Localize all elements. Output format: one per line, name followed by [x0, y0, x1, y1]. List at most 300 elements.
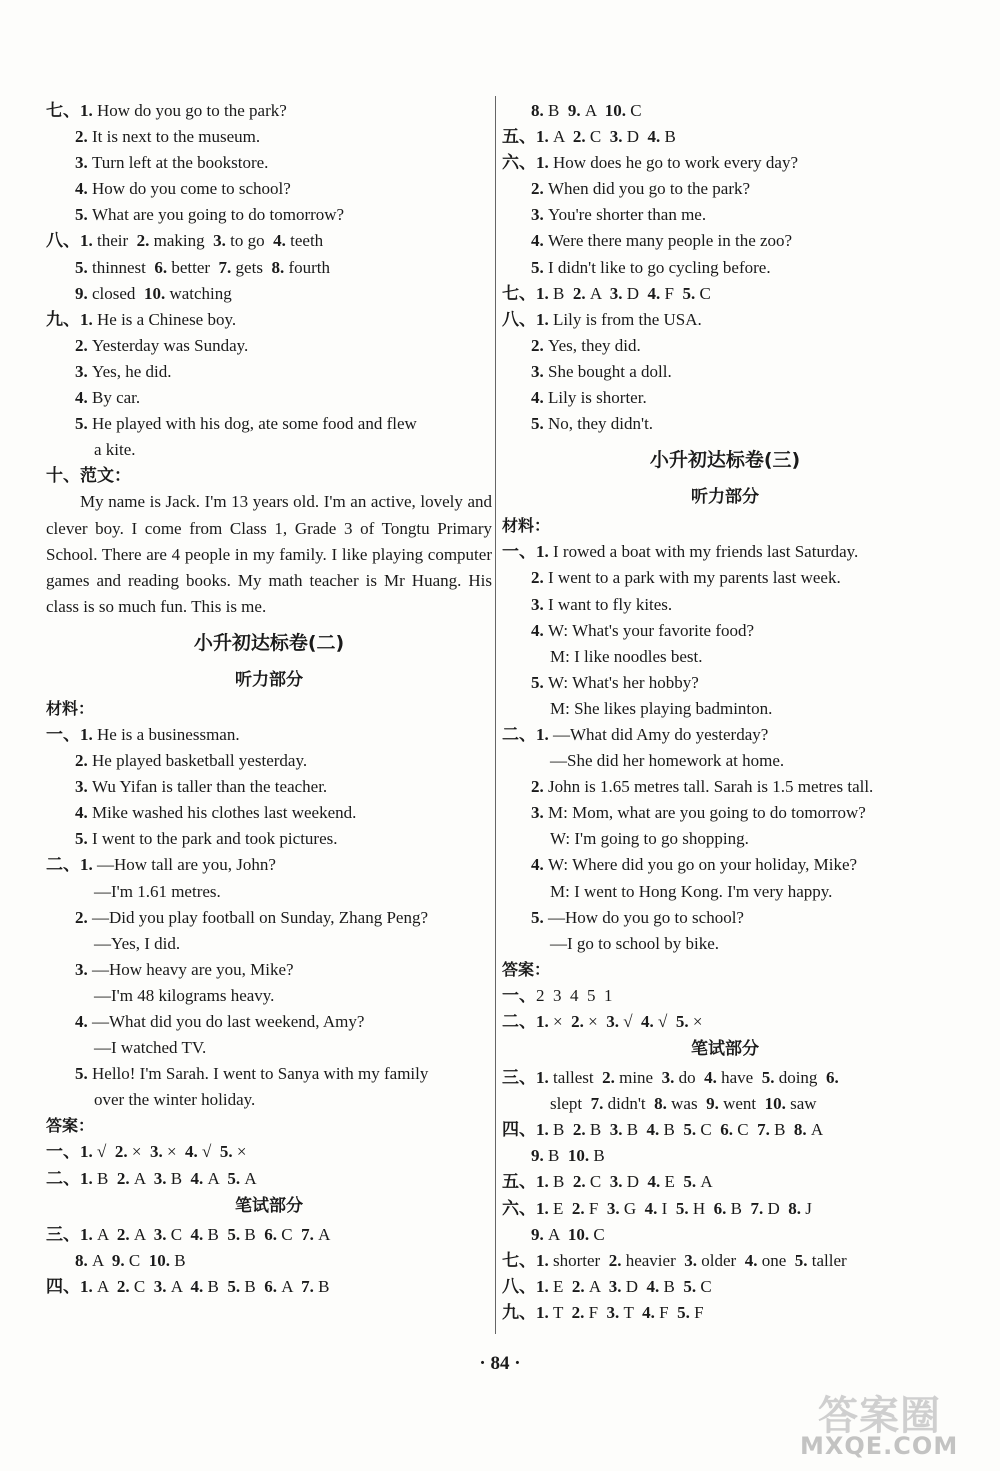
item-text: × [588, 1012, 607, 1031]
item-text: C [170, 1224, 191, 1244]
item-text: 2 3 4 5 1 [536, 985, 613, 1005]
item-text: B [97, 1168, 117, 1188]
item-text: C [737, 1120, 758, 1140]
item-number: 八、1. [502, 1276, 553, 1296]
item-text: √ [623, 1012, 642, 1031]
item-number: 5. [219, 1142, 237, 1162]
item-text: F [588, 1302, 607, 1322]
item-number: 3. [75, 959, 92, 979]
item-number: 二、1. [46, 855, 97, 875]
watermark-logo-text: 答案圈 [818, 1393, 941, 1439]
item-text: J [805, 1198, 812, 1218]
exam2-material-label: 材料： [46, 698, 95, 718]
answer-line [502, 696, 948, 722]
item-number: 一、1. [46, 724, 97, 744]
item-number: 五、1. [502, 127, 553, 147]
item-text: D [626, 283, 648, 303]
item-text: saw [790, 1094, 817, 1114]
item-text: No, they didn't. [548, 414, 654, 434]
answer-line [502, 150, 948, 176]
item-number: 8. [271, 257, 289, 277]
item-number: 8. [531, 101, 548, 120]
item-text: × [131, 1142, 150, 1162]
item-number: 3. [153, 1168, 171, 1188]
item-number: 3. [153, 1224, 171, 1244]
item-text: C [700, 1120, 721, 1140]
answer-line [502, 333, 948, 359]
item-number: 2. [75, 751, 92, 771]
answer-line [46, 826, 492, 852]
watermark-url: MXQE.COM [800, 1432, 959, 1460]
item-text: A [700, 1172, 713, 1192]
item-text: By car. [92, 388, 141, 408]
item-number: 3. [149, 1142, 167, 1162]
item-number: 2. [571, 1198, 589, 1218]
item-text: A [584, 101, 605, 120]
item-number: 5. [683, 1172, 701, 1192]
item-number: 2. [75, 335, 92, 355]
item-number: 5. [682, 283, 700, 303]
item-number: 2. [571, 1276, 589, 1296]
exam2-listening-material [46, 722, 492, 1113]
item-text: √ [658, 1012, 676, 1031]
item-text: better [171, 257, 219, 277]
exam2-listening-title: 听力部分 [235, 669, 303, 690]
item-text: doing [778, 1068, 826, 1088]
item-number: 三、1. [502, 1068, 553, 1088]
item-number: 4. [704, 1068, 722, 1088]
answer-line [46, 1009, 492, 1035]
item-number: 7. [750, 1198, 768, 1218]
answer-line [46, 463, 492, 489]
item-text: —I go to school by bike. [550, 933, 720, 953]
item-number: 6. [154, 257, 172, 277]
answer-line [46, 774, 492, 800]
item-text: W: What's her hobby? [548, 672, 699, 692]
item-text: to go [230, 231, 274, 251]
answer-line [46, 1222, 492, 1248]
item-number: 七、1. [502, 283, 553, 303]
item-text: Lily is from the USA. [553, 309, 702, 329]
answer-line [46, 411, 492, 437]
item-number: 5. [531, 257, 548, 277]
item-text: A [810, 1120, 824, 1140]
item-number: 9. [111, 1250, 129, 1270]
item-number: 二、1. [46, 1168, 97, 1188]
item-text: —How do you go to school? [548, 907, 744, 927]
answer-line [502, 879, 948, 905]
item-number: 2. [114, 1142, 132, 1162]
item-number: 一、1. [502, 542, 553, 562]
item-number: 6. [720, 1120, 738, 1140]
exam2-title: 小升初达标卷(二) [193, 631, 345, 654]
item-number: 4. [273, 231, 291, 251]
answer-line [502, 1248, 948, 1274]
item-number: 2. [531, 179, 548, 199]
item-number: 4. [644, 1198, 662, 1218]
item-text: B [663, 1120, 684, 1140]
answer-line [46, 905, 492, 931]
item-number: 5. [683, 1276, 701, 1296]
item-text: C [133, 1276, 154, 1296]
item-text: W: What's your favorite food? [548, 620, 755, 640]
answer-line [46, 281, 492, 307]
answer-line [502, 1009, 948, 1035]
item-number: 3. [213, 231, 231, 251]
item-text: Were there many people in the zoo? [548, 231, 793, 251]
item-text: D [626, 1172, 648, 1192]
item-text: E [553, 1276, 572, 1296]
item-text: B [548, 1146, 568, 1166]
item-number: 5. [761, 1068, 779, 1088]
item-text: making [153, 231, 214, 251]
exam3-answer-label: 答案： [502, 959, 551, 979]
item-number: 2. [608, 1250, 626, 1270]
answer-line [46, 437, 492, 463]
item-number: 3. [75, 777, 92, 797]
item-number: 4. [75, 179, 92, 199]
item-number: 4. [744, 1250, 762, 1270]
item-text: F [694, 1302, 704, 1322]
item-number: 6. [825, 1068, 839, 1088]
item-text: I [661, 1198, 676, 1218]
item-text: B [626, 1120, 647, 1140]
item-number: 2. [116, 1224, 134, 1244]
item-number: 5. [683, 1120, 701, 1140]
item-number: 5. [75, 205, 92, 225]
item-number: 4. [531, 388, 548, 408]
item-number: 8. [75, 1250, 92, 1270]
item-number: 5. [531, 414, 548, 434]
answer-line [502, 1065, 948, 1091]
item-text: closed [92, 283, 144, 303]
item-text: C [128, 1250, 149, 1270]
answer-line [502, 1274, 948, 1300]
item-number: 8. [788, 1198, 806, 1218]
item-number: 4. [647, 283, 665, 303]
exam3-listening-answers [502, 983, 948, 1035]
item-number: 4. [531, 231, 548, 251]
answer-line [46, 202, 492, 228]
item-number: 4. [641, 1012, 659, 1031]
item-text: I didn't like to go cycling before. [548, 257, 771, 277]
site-watermark [800, 1393, 992, 1464]
item-number: 2. [572, 1172, 590, 1192]
answer-line [502, 592, 948, 618]
answer-line [46, 255, 492, 281]
item-text: G [623, 1198, 645, 1218]
answer-line [46, 800, 492, 826]
item-text: M: I like noodles best. [550, 646, 703, 666]
item-number: 2. [116, 1168, 134, 1188]
item-text: C [593, 1224, 605, 1244]
item-text: watching [169, 283, 232, 303]
item-text: A [133, 1224, 154, 1244]
item-text: Hello! I'm Sarah. I went to Sanya with my family [92, 1064, 429, 1084]
item-text: gets [235, 257, 272, 277]
item-number: 10. [143, 283, 170, 303]
item-text: B [553, 1172, 573, 1192]
item-number: 5. [531, 672, 548, 692]
item-text: C [699, 283, 711, 303]
item-text: do [678, 1068, 705, 1088]
item-text: A [170, 1276, 191, 1296]
item-number: 5. [75, 1064, 92, 1084]
item-text: B [589, 1120, 610, 1140]
item-text: A [548, 1224, 568, 1244]
item-number: 4. [190, 1224, 208, 1244]
item-text: C [589, 1172, 610, 1192]
item-text: A [133, 1168, 154, 1188]
answer-line [502, 98, 948, 124]
answer-line [46, 1087, 492, 1113]
answer-line [46, 359, 492, 385]
item-number: 2. [531, 335, 548, 355]
item-number: 四、1. [502, 1120, 553, 1140]
item-text: T [553, 1302, 572, 1322]
answer-line [502, 359, 948, 385]
item-number: 3. [661, 1068, 679, 1088]
item-text: Lily is shorter. [548, 388, 647, 408]
item-text: taller [811, 1250, 847, 1270]
item-text: A [588, 1276, 609, 1296]
item-text: one [761, 1250, 795, 1270]
answer-line [502, 202, 948, 228]
item-text: B [553, 1120, 573, 1140]
answer-line [46, 748, 492, 774]
item-number: 5. [794, 1250, 812, 1270]
answer-line [502, 1300, 948, 1326]
item-text: —Did you play football on Sunday, Zhang Peng? [92, 907, 429, 927]
item-number: 3. [606, 1302, 624, 1322]
item-text: She bought a doll. [548, 361, 672, 381]
answer-line [46, 879, 492, 905]
item-number: 一、 [502, 985, 536, 1005]
item-number: 九、1. [46, 309, 97, 329]
item-number: 七、1. [46, 101, 97, 120]
answer-line [502, 565, 948, 591]
item-text: W: I'm going to go shopping. [550, 829, 749, 849]
item-text: B [174, 1250, 186, 1270]
item-number: 十、范文： [46, 466, 131, 486]
exam2-written-answers [46, 1222, 492, 1300]
item-number: 3. [606, 1198, 624, 1218]
item-number: 4. [75, 1012, 92, 1031]
exam2-listening-answers [46, 1139, 492, 1191]
answer-line [502, 905, 948, 931]
item-number: 一、1. [46, 1142, 97, 1162]
answer-line [46, 852, 492, 878]
item-text: over the winter holiday. [94, 1090, 256, 1110]
item-number: 3. [531, 594, 548, 614]
item-text: I went to the park and took pictures. [92, 829, 338, 849]
item-text: —What did Amy do yesterday? [553, 724, 769, 744]
item-number: 2. [531, 568, 548, 588]
answer-line [502, 1143, 948, 1169]
item-number: 3. [75, 361, 92, 381]
column-divider [495, 96, 496, 1334]
item-text: B [774, 1120, 794, 1140]
item-text: B [593, 1146, 605, 1166]
item-number: 4. [647, 127, 665, 147]
item-number: 4. [646, 1120, 664, 1140]
answer-line [46, 931, 492, 957]
exam3-written-answers [502, 1065, 948, 1326]
item-number: 4. [642, 1302, 660, 1322]
item-text: A [244, 1168, 257, 1188]
item-number: 三、1. [46, 1224, 97, 1244]
item-number: 8. [793, 1120, 811, 1140]
item-number: 2. [75, 907, 92, 927]
item-number: 5. [675, 1012, 693, 1031]
item-text: A [553, 127, 573, 147]
item-number: 六、1. [502, 1198, 553, 1218]
item-number: 4. [647, 1172, 665, 1192]
item-number: 七、1. [502, 1250, 553, 1270]
item-number: 9. [706, 1094, 724, 1114]
item-text: B [664, 127, 676, 147]
item-number: 2. [571, 1012, 589, 1031]
item-number: 4. [75, 803, 92, 823]
item-number: 4. [531, 620, 548, 640]
exam3-listening-material [502, 539, 948, 957]
page-number: · 84 · [479, 1353, 521, 1374]
exam2-written-answers-cont [502, 98, 948, 437]
exam3-listening-title: 听力部分 [691, 487, 759, 508]
item-number: 2. [602, 1068, 620, 1088]
item-number: 4. [190, 1276, 208, 1296]
answer-line [502, 228, 948, 254]
exam2-answer-label: 答案： [46, 1116, 95, 1136]
item-number: 2. [75, 127, 92, 147]
sample-essay: My name is Jack. I'm 13 years old. I'm an active, lovely and clever boy. I come from Class 1, Grade 3 of Tongtu Primary School. There are 4 people in my family. I like playing computer games and reading books. My math teacher is Mr Huang. His class is so much fun. This is me. [46, 492, 492, 616]
item-text: B [730, 1198, 751, 1218]
item-text: B [170, 1168, 191, 1188]
item-number: 2. [531, 777, 548, 797]
answer-line [46, 98, 492, 124]
item-number: 7. [301, 1224, 319, 1244]
answer-line [46, 722, 492, 748]
item-text: was [671, 1094, 707, 1114]
item-text: B [553, 283, 573, 303]
exam3-material-label: 材料： [502, 516, 551, 536]
item-text: slept [550, 1094, 591, 1114]
answer-line [46, 1248, 492, 1274]
item-number: 2. [572, 1120, 590, 1140]
item-text: Yes, he did. [92, 361, 172, 381]
answer-line [502, 1091, 948, 1117]
answer-line [502, 1222, 948, 1248]
item-text: teeth [290, 231, 324, 251]
item-number: 5. [227, 1224, 245, 1244]
item-number: 2. [571, 1302, 589, 1322]
item-text: T [623, 1302, 643, 1322]
item-number: 3. [75, 153, 92, 173]
item-text: It is next to the museum. [92, 127, 261, 147]
item-text: M: Mom, what are you going to do tomorrow? [548, 803, 866, 823]
item-text: What are you going to do tomorrow? [92, 205, 345, 225]
answer-line [502, 281, 948, 307]
item-text: B [548, 101, 568, 120]
answer-line [502, 307, 948, 333]
item-text: fourth [288, 257, 330, 277]
answer-line [46, 1166, 492, 1192]
item-text: × [553, 1012, 572, 1031]
answer-line [502, 1196, 948, 1222]
item-text: √ [97, 1142, 115, 1162]
item-text: C [281, 1224, 302, 1244]
left-column [46, 98, 492, 1300]
item-text: John is 1.65 metres tall. Sarah is 1.5 metres tall. [548, 777, 874, 797]
item-text: C [589, 127, 610, 147]
exam3-title: 小升初达标卷(三) [649, 449, 801, 472]
right-column [502, 98, 948, 1326]
item-number: 3. [609, 1120, 627, 1140]
item-number: 3. [153, 1276, 171, 1296]
item-text: F [664, 283, 683, 303]
item-text: M: I went to Hong Kong. I'm very happy. [550, 881, 833, 901]
item-text: √ [202, 1142, 220, 1162]
item-text: Turn left at the bookstore. [92, 153, 269, 173]
answer-line [502, 670, 948, 696]
answer-line [46, 957, 492, 983]
item-number: 八、1. [502, 309, 553, 329]
item-text: H [692, 1198, 714, 1218]
item-number: 7. [218, 257, 236, 277]
item-text: E [664, 1172, 684, 1192]
item-text: their [97, 231, 137, 251]
item-text: older [701, 1250, 745, 1270]
item-number: 9. [531, 1146, 548, 1166]
item-number: 10. [567, 1224, 594, 1244]
answer-line [46, 1274, 492, 1300]
item-text: C [630, 101, 642, 120]
item-text: went [723, 1094, 765, 1114]
item-number: 2. [572, 127, 590, 147]
item-text: F [659, 1302, 678, 1322]
answer-line [46, 385, 492, 411]
item-number: 3. [609, 1172, 627, 1192]
item-text: a kite. [94, 440, 136, 460]
item-number: 10. [567, 1146, 594, 1166]
item-number: 4. [185, 1142, 203, 1162]
item-text: —I watched TV. [94, 1038, 207, 1058]
exam3-written-title: 笔试部分 [691, 1039, 759, 1060]
item-text: I rowed a boat with my friends last Saturday. [553, 542, 859, 562]
item-text: D [767, 1198, 789, 1218]
item-number: 7. [301, 1276, 319, 1296]
item-text: D [625, 1276, 647, 1296]
item-number: 9. [567, 101, 585, 120]
item-number: 3. [606, 1012, 624, 1031]
item-text: tallest [553, 1068, 603, 1088]
answer-line [502, 1117, 948, 1143]
answer-line [502, 539, 948, 565]
answer-line [46, 124, 492, 150]
answer-line [46, 1061, 492, 1087]
item-number: 10. [764, 1094, 791, 1114]
item-text: —I'm 1.61 metres. [94, 881, 221, 901]
item-number: 9. [75, 283, 92, 303]
answer-line [502, 931, 948, 957]
item-text: × [236, 1142, 247, 1162]
item-number: 5. [75, 257, 92, 277]
item-text: He is a Chinese boy. [97, 309, 237, 329]
item-text: didn't [607, 1094, 655, 1114]
item-text: Mike washed his clothes last weekend. [92, 803, 357, 823]
item-number: 6. [264, 1276, 282, 1296]
answer-line [46, 983, 492, 1009]
